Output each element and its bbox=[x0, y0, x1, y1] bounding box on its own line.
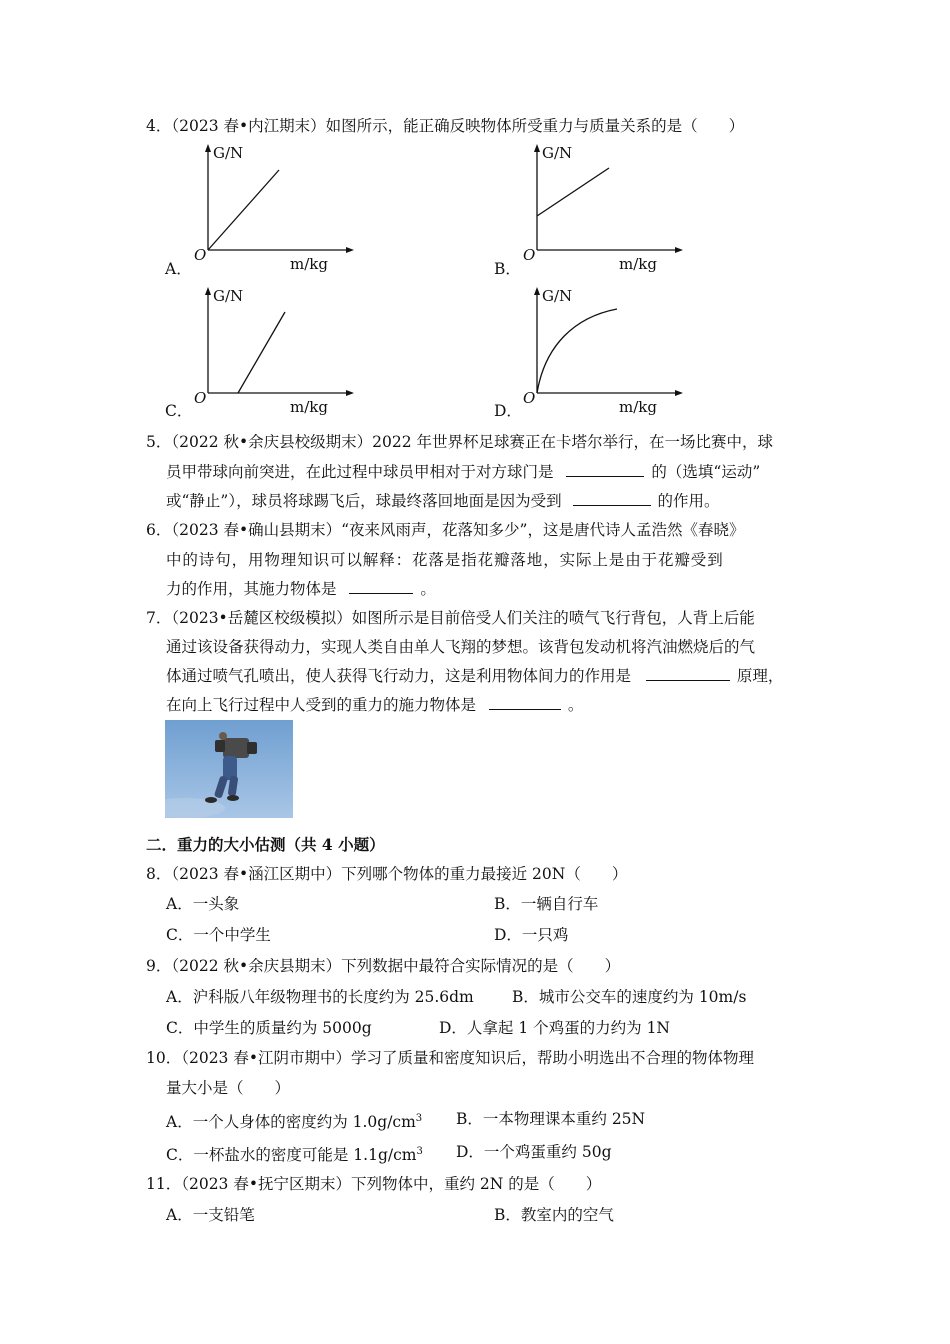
graph-a-origin: O bbox=[194, 246, 207, 264]
q4-option-d: D． bbox=[494, 402, 522, 420]
graph-a-xlabel: m/kg bbox=[290, 255, 328, 273]
q10-option-d[interactable]: D．一个鸡蛋重约 50g bbox=[456, 1143, 612, 1161]
graph-c-curve bbox=[238, 312, 285, 393]
q8-option-b[interactable]: B．一辆自行车 bbox=[494, 895, 599, 913]
q5-line1: 5．（2022 秋•余庆县校级期末）2022 年世界杯足球赛正在卡塔尔举行，在一场比赛中，球 bbox=[146, 433, 774, 451]
q9-option-c[interactable]: C．中学生的质量约为 5000g bbox=[166, 1019, 372, 1037]
q8-option-a[interactable]: A．一头象 bbox=[166, 895, 240, 913]
graph-d-ylabel: G/N bbox=[542, 287, 573, 305]
graph-c-ylabel: G/N bbox=[213, 287, 244, 305]
q9-option-b[interactable]: B．城市公交车的速度约为 10m/s bbox=[512, 988, 747, 1006]
q5-line3 bbox=[166, 491, 720, 511]
q7-line4-suffix: 。 bbox=[567, 696, 584, 714]
graph-d-curve bbox=[537, 309, 617, 393]
graph-c-origin: O bbox=[194, 389, 207, 407]
jetpack-photo-svg bbox=[165, 720, 293, 818]
graph-c-xlabel: m/kg bbox=[290, 398, 328, 416]
q10-line1: 10．（2023 春•江阴市期中）学习了质量和密度知识后，帮助小明选出不合理的物体物理 bbox=[146, 1049, 754, 1067]
q5-line3-suffix: 的作用。 bbox=[657, 492, 720, 510]
q9-option-a[interactable]: A．沪科版八年级物理书的长度约为 25.6dm bbox=[166, 988, 474, 1006]
q6-line3-suffix: 。 bbox=[420, 580, 436, 598]
jetpack-photo bbox=[165, 720, 293, 818]
q7-blank-1[interactable] bbox=[646, 666, 730, 681]
q7-line1: 7．（2023•岳麓区校级模拟）如图所示是目前倍受人们关注的喷气飞行背包，人背上后能 bbox=[146, 609, 755, 627]
graph-d-origin: O bbox=[523, 389, 536, 407]
q10-option-a-sup: 3 bbox=[415, 1113, 423, 1124]
q7-blank-2[interactable] bbox=[489, 695, 561, 710]
q4-option-b: B． bbox=[494, 260, 521, 278]
q11-option-b[interactable]: B．教室内的空气 bbox=[494, 1206, 614, 1224]
q7-line4-text: 在向上飞行过程中人受到的重力的施力物体是 bbox=[166, 696, 477, 714]
graph-b-curve bbox=[537, 168, 609, 216]
graph-b-xlabel: m/kg bbox=[619, 255, 657, 273]
q6-line2: 中的诗句，用物理知识可以解释：花落是指花瓣落地，实际上是由于花瓣受到 bbox=[166, 551, 724, 569]
q7-line3 bbox=[166, 666, 783, 686]
q10-option-c-text: C．一杯盐水的密度可能是 1.1g/cm bbox=[166, 1146, 417, 1165]
graph-d-xlabel: m/kg bbox=[619, 398, 657, 416]
section-heading: 二．重力的大小估测（共 4 小题） bbox=[146, 835, 385, 854]
q4-option-c: C． bbox=[165, 402, 193, 420]
q8-option-c[interactable]: C．一个中学生 bbox=[166, 926, 271, 944]
q7-line2: 通过该设备获得动力，实现人类自由单人飞翔的梦想。该背包发动机将汽油燃烧后的气 bbox=[166, 638, 756, 656]
q4-option-a: A． bbox=[165, 260, 192, 278]
q10-line2: 量大小是（ ） bbox=[166, 1079, 291, 1097]
q9-option-d[interactable]: D．人拿起 1 个鸡蛋的力约为 1N bbox=[439, 1019, 670, 1037]
q5-line3-text: 或“静止”），球员将球踢飞后，球最终落回地面是因为受到 bbox=[166, 492, 562, 510]
q5-line2-suffix: 的（选填“运动” bbox=[651, 463, 761, 481]
q5-blank-2[interactable] bbox=[573, 491, 651, 506]
q5-line2 bbox=[166, 462, 760, 482]
graph-b-origin: O bbox=[523, 246, 536, 264]
q7-line3-suffix: 原理， bbox=[736, 667, 784, 685]
q7-line4 bbox=[166, 695, 583, 715]
q6-line1: 6．（2023 春•确山县期末）“夜来风雨声，花落知多少”，这是唐代诗人孟浩然《春晓》 bbox=[146, 521, 745, 539]
q10-option-a-text: A．一个人身体的密度约为 1.0g/cm bbox=[166, 1113, 416, 1132]
graph-b-ylabel: G/N bbox=[542, 144, 573, 162]
q10-option-c[interactable] bbox=[166, 1142, 423, 1165]
q4-stem: 4．（2023 春•内江期末）如图所示，能正确反映物体所受重力与质量关系的是（ ） bbox=[146, 117, 745, 135]
q5-line2-text: 员甲带球向前突进，在此过程中球员甲相对于对方球门是 bbox=[166, 463, 554, 481]
q10-option-b[interactable]: B．一本物理课本重约 25N bbox=[456, 1110, 646, 1128]
q6-line3-text: 力的作用，其施力物体是 bbox=[166, 580, 337, 598]
graph-a-curve bbox=[208, 170, 279, 250]
q10-option-a[interactable] bbox=[166, 1109, 422, 1132]
q8-option-d[interactable]: D．一只鸡 bbox=[494, 926, 569, 944]
q6-line3 bbox=[166, 579, 436, 599]
q7-line3-text: 体通过喷气孔喷出，使人获得飞行动力，这是利用物体间力的作用是 bbox=[166, 667, 632, 685]
q9-stem: 9．（2022 秋•余庆县期末）下列数据中最符合实际情况的是（ ） bbox=[146, 957, 621, 975]
q8-stem: 8．（2023 春•涵江区期中）下列哪个物体的重力最接近 20N（ ） bbox=[146, 865, 628, 883]
q11-option-a[interactable]: A．一支铅笔 bbox=[166, 1206, 255, 1224]
q11-stem: 11．（2023 春•抚宁区期末）下列物体中，重约 2N 的是（ ） bbox=[146, 1175, 602, 1193]
q6-blank[interactable] bbox=[349, 579, 413, 594]
q5-blank-1[interactable] bbox=[566, 462, 644, 477]
graph-a-ylabel: G/N bbox=[213, 144, 244, 162]
q10-option-c-sup: 3 bbox=[416, 1146, 423, 1157]
